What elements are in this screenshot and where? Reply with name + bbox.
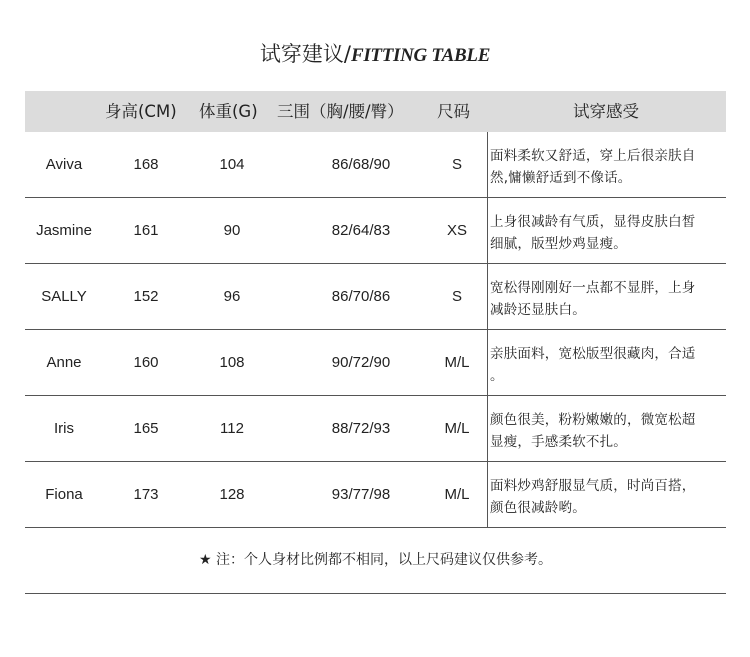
- measurements-cell: 90/72/90: [331, 354, 391, 371]
- feedback-line: 面料炒鸡舒服显气质，时尚百搭，: [490, 478, 696, 494]
- table-header: [25, 91, 726, 132]
- feedback-cell: [490, 145, 722, 189]
- size-cell: S: [451, 288, 462, 305]
- model-name-cell: SALLY: [41, 288, 87, 305]
- model-name-cell: Jasmine: [36, 222, 92, 239]
- size-cell: XS: [446, 222, 467, 239]
- weight-cell: 96: [223, 288, 241, 305]
- feedback-line: 宽松得刚刚好一点都不显胖，上身: [490, 280, 696, 296]
- feedback-line: 细腻，版型炒鸡显瘦。: [490, 236, 627, 252]
- table-row: [25, 132, 726, 198]
- size-cell: M/L: [444, 486, 470, 503]
- table-row: [25, 462, 726, 528]
- size-cell: M/L: [444, 354, 470, 371]
- measurements-cell: 88/72/93: [331, 420, 391, 437]
- weight-cell: 90: [223, 222, 241, 239]
- fitting-table: [25, 91, 726, 528]
- table-row: [25, 396, 726, 462]
- measurements-cell: 82/64/83: [331, 222, 391, 239]
- feedback-line: 颜色很美，粉粉嫩嫩的，微宽松超: [490, 412, 696, 428]
- height-cell: 161: [133, 222, 159, 239]
- column-divider: [487, 396, 488, 461]
- feedback-cell: [490, 475, 722, 519]
- weight-cell: 104: [219, 156, 245, 173]
- column-divider: [487, 330, 488, 395]
- title-english: FITTING TABLE: [350, 45, 491, 66]
- feedback-line: 然,慵懒舒适到不像话。: [490, 170, 632, 186]
- table-row: [25, 264, 726, 330]
- weight-cell: 128: [219, 486, 245, 503]
- feedback-line: 减龄还显肤白。: [490, 302, 586, 318]
- feedback-line: 颜色很减龄哟。: [490, 500, 586, 516]
- footnote: ★ 注：个人身材比例都不相同，以上尺码建议仅供参考。: [25, 528, 726, 594]
- size-cell: M/L: [444, 420, 470, 437]
- feedback-cell: [490, 343, 722, 387]
- measurements-cell: 86/68/90: [331, 156, 391, 173]
- table-body: [25, 132, 726, 528]
- feedback-line: 显瘦，手感柔软不扎。: [490, 434, 627, 450]
- model-name-cell: Fiona: [45, 486, 83, 503]
- feedback-cell: [490, 277, 722, 321]
- header-size: 尺码: [437, 102, 470, 121]
- feedback-line: 面料柔软又舒适，穿上后很亲肤自: [490, 148, 696, 164]
- height-cell: 165: [133, 420, 159, 437]
- height-cell: 160: [133, 354, 159, 371]
- height-cell: 152: [133, 288, 159, 305]
- header-weight: 体重(G): [199, 102, 258, 121]
- header-measurements: 三围（胸/腰/臀）: [277, 102, 404, 121]
- table-row: [25, 198, 726, 264]
- height-cell: 173: [133, 486, 159, 503]
- feedback-cell: [490, 211, 722, 255]
- feedback-line: 上身很减龄有气质，显得皮肤白皙: [490, 214, 696, 230]
- header-height: 身高(CM): [105, 102, 177, 121]
- table-row: [25, 330, 726, 396]
- page-title: [0, 38, 750, 68]
- model-name-cell: Anne: [46, 354, 82, 371]
- column-divider: [487, 132, 488, 197]
- header-feedback: 试穿感受: [573, 102, 639, 121]
- column-divider: [487, 462, 488, 527]
- model-name-cell: Aviva: [45, 156, 83, 173]
- feedback-line: 。: [490, 368, 504, 384]
- column-divider: [487, 264, 488, 329]
- measurements-cell: 93/77/98: [331, 486, 391, 503]
- size-cell: S: [451, 156, 462, 173]
- column-divider: [487, 198, 488, 263]
- weight-cell: 108: [219, 354, 245, 371]
- feedback-cell: [490, 409, 722, 453]
- weight-cell: 112: [220, 420, 244, 437]
- title-chinese: 试穿建议/: [259, 42, 351, 66]
- feedback-line: 亲肤面料，宽松版型很藏肉，合适: [490, 346, 696, 362]
- model-name-cell: Iris: [54, 420, 74, 437]
- measurements-cell: 86/70/86: [331, 288, 391, 305]
- height-cell: 168: [133, 156, 159, 173]
